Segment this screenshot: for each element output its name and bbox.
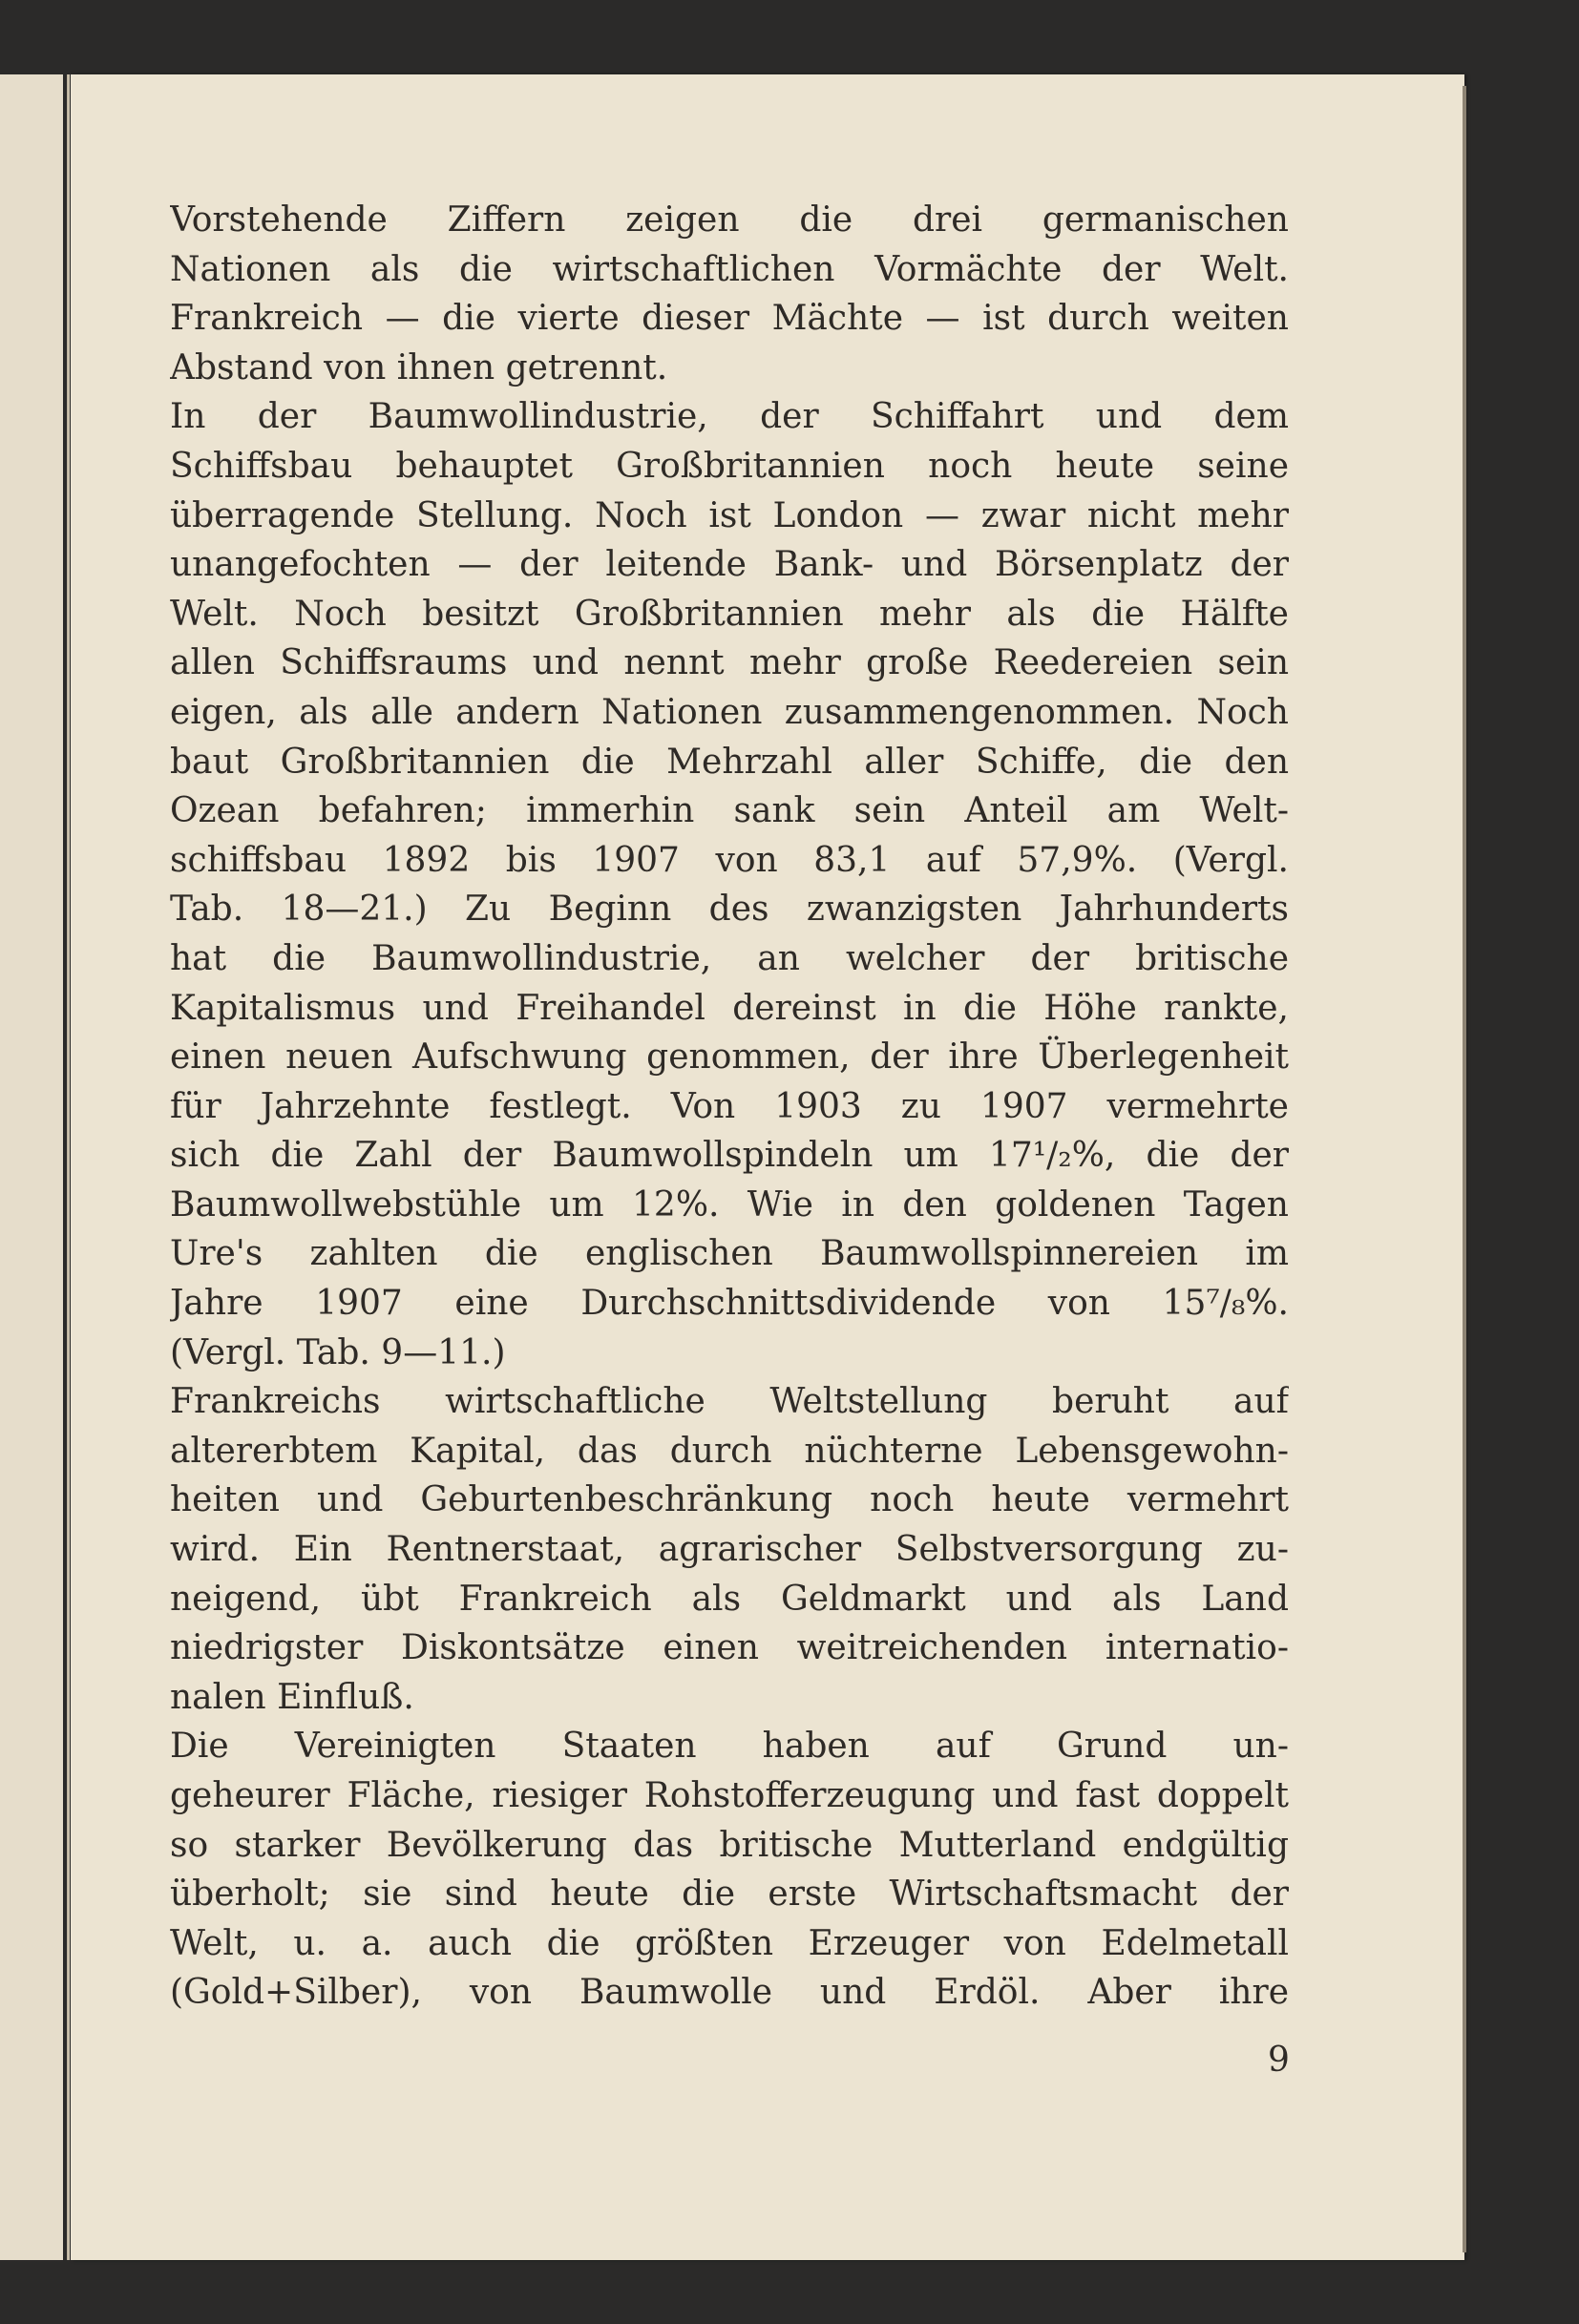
text-line: Nationen als die wirtschaftlichen Vormächte der Welt. <box>170 249 1289 289</box>
text-line: schiffsbau 1892 bis 1907 von 83,1 auf 57,9%. (Vergl. <box>170 840 1289 880</box>
text-line: geheurer Fläche, riesiger Rohstofferzeugung und fast doppelt <box>170 1776 1289 1815</box>
text-line: Die Vereinigten Staaten haben auf Grund un- <box>170 1727 1289 1767</box>
text-line: (Gold+Silber), von Baumwolle und Erdöl. Aber ihre <box>170 1973 1289 2013</box>
text-line: nalen Einfluß. <box>170 1677 414 1717</box>
text-line: Vorstehende Ziffern zeigen die drei germanischen <box>170 200 1289 240</box>
text-line: Frankreichs wirtschaftliche Weltstellung beruht auf <box>170 1382 1289 1422</box>
facing-page-edge <box>0 74 63 2260</box>
text-line: hat die Baumwollindustrie, an welcher der britische <box>170 938 1289 978</box>
text-line: Ozean befahren; immerhin sank sein Anteil am Welt- <box>170 791 1289 831</box>
text-line: Welt. Noch besitzt Großbritannien mehr als die Hälfte <box>170 594 1289 634</box>
paragraph-2 <box>170 392 1289 1377</box>
text-line: sich die Zahl der Baumwollspindeln um 17¹/₂%, die der <box>170 1136 1289 1176</box>
text-line: Frankreich — die vierte dieser Mächte — ist durch weiten <box>170 299 1289 339</box>
text-line: In der Baumwollindustrie, der Schiffahrt und dem <box>170 397 1289 437</box>
paragraph-3 <box>170 1377 1289 1722</box>
page-edge-shadow <box>1463 86 1466 2252</box>
text-line: Abstand von ihnen getrennt. <box>170 347 668 387</box>
text-line: Welt, u. a. auch die größten Erzeuger von Edelmetall <box>170 1923 1289 1963</box>
text-line: für Jahrzehnte festlegt. Von 1903 zu 1907 vermehrte <box>170 1086 1289 1126</box>
text-line: Ure's zahlten die englischen Baumwollspinnereien im <box>170 1234 1289 1274</box>
text-line: überholt; sie sind heute die erste Wirtschaftsmacht der <box>170 1874 1289 1915</box>
text-line: neigend, übt Frankreich als Geldmarkt und als Land <box>170 1579 1289 1619</box>
text-line: Kapitalismus und Freihandel dereinst in die Höhe rankte, <box>170 988 1289 1028</box>
text-line: niedrigster Diskontsätze einen weitreichenden internatio- <box>170 1628 1289 1668</box>
page-number: 9 <box>1268 2041 1290 2080</box>
text-line: allen Schiffsraums und nennt mehr große Reedereien sein <box>170 643 1289 683</box>
text-line: einen neuen Aufschwung genommen, der ihre Überlegenheit <box>170 1037 1289 1078</box>
text-line: heiten und Geburtenbeschränkung noch heute vermehrt <box>170 1480 1289 1520</box>
text-line: baut Großbritannien die Mehrzahl aller Schiffe, die den <box>170 742 1289 782</box>
body-text <box>170 196 1289 2018</box>
text-line: altererbtem Kapital, das durch nüchterne Lebensgewohn- <box>170 1431 1289 1471</box>
text-line: Schiffsbau behauptet Großbritannien noch heute seine <box>170 446 1289 486</box>
text-line: wird. Ein Rentnerstaat, agrarischer Selbstversorgung zu- <box>170 1530 1289 1570</box>
text-line: Jahre 1907 eine Durchschnittsdividende von 15⁷/₈%. <box>170 1284 1289 1324</box>
book-gutter <box>67 74 70 2260</box>
text-line: eigen, als alle andern Nationen zusammengenommen. Noch <box>170 692 1289 732</box>
paragraph-1 <box>170 196 1289 392</box>
text-line: so starker Bevölkerung das britische Mutterland endgültig <box>170 1825 1289 1865</box>
text-line: Baumwollwebstühle um 12%. Wie in den goldenen Tagen <box>170 1184 1289 1225</box>
text-line: überragende Stellung. Noch ist London — zwar nicht mehr <box>170 495 1289 535</box>
text-line: (Vergl. Tab. 9—11.) <box>170 1332 506 1372</box>
paragraph-4 <box>170 1722 1289 2018</box>
text-line: Tab. 18—21.) Zu Beginn des zwanzigsten Jahrhunderts <box>170 890 1289 930</box>
text-line: unangefochten — der leitende Bank- und Börsenplatz der <box>170 545 1289 585</box>
